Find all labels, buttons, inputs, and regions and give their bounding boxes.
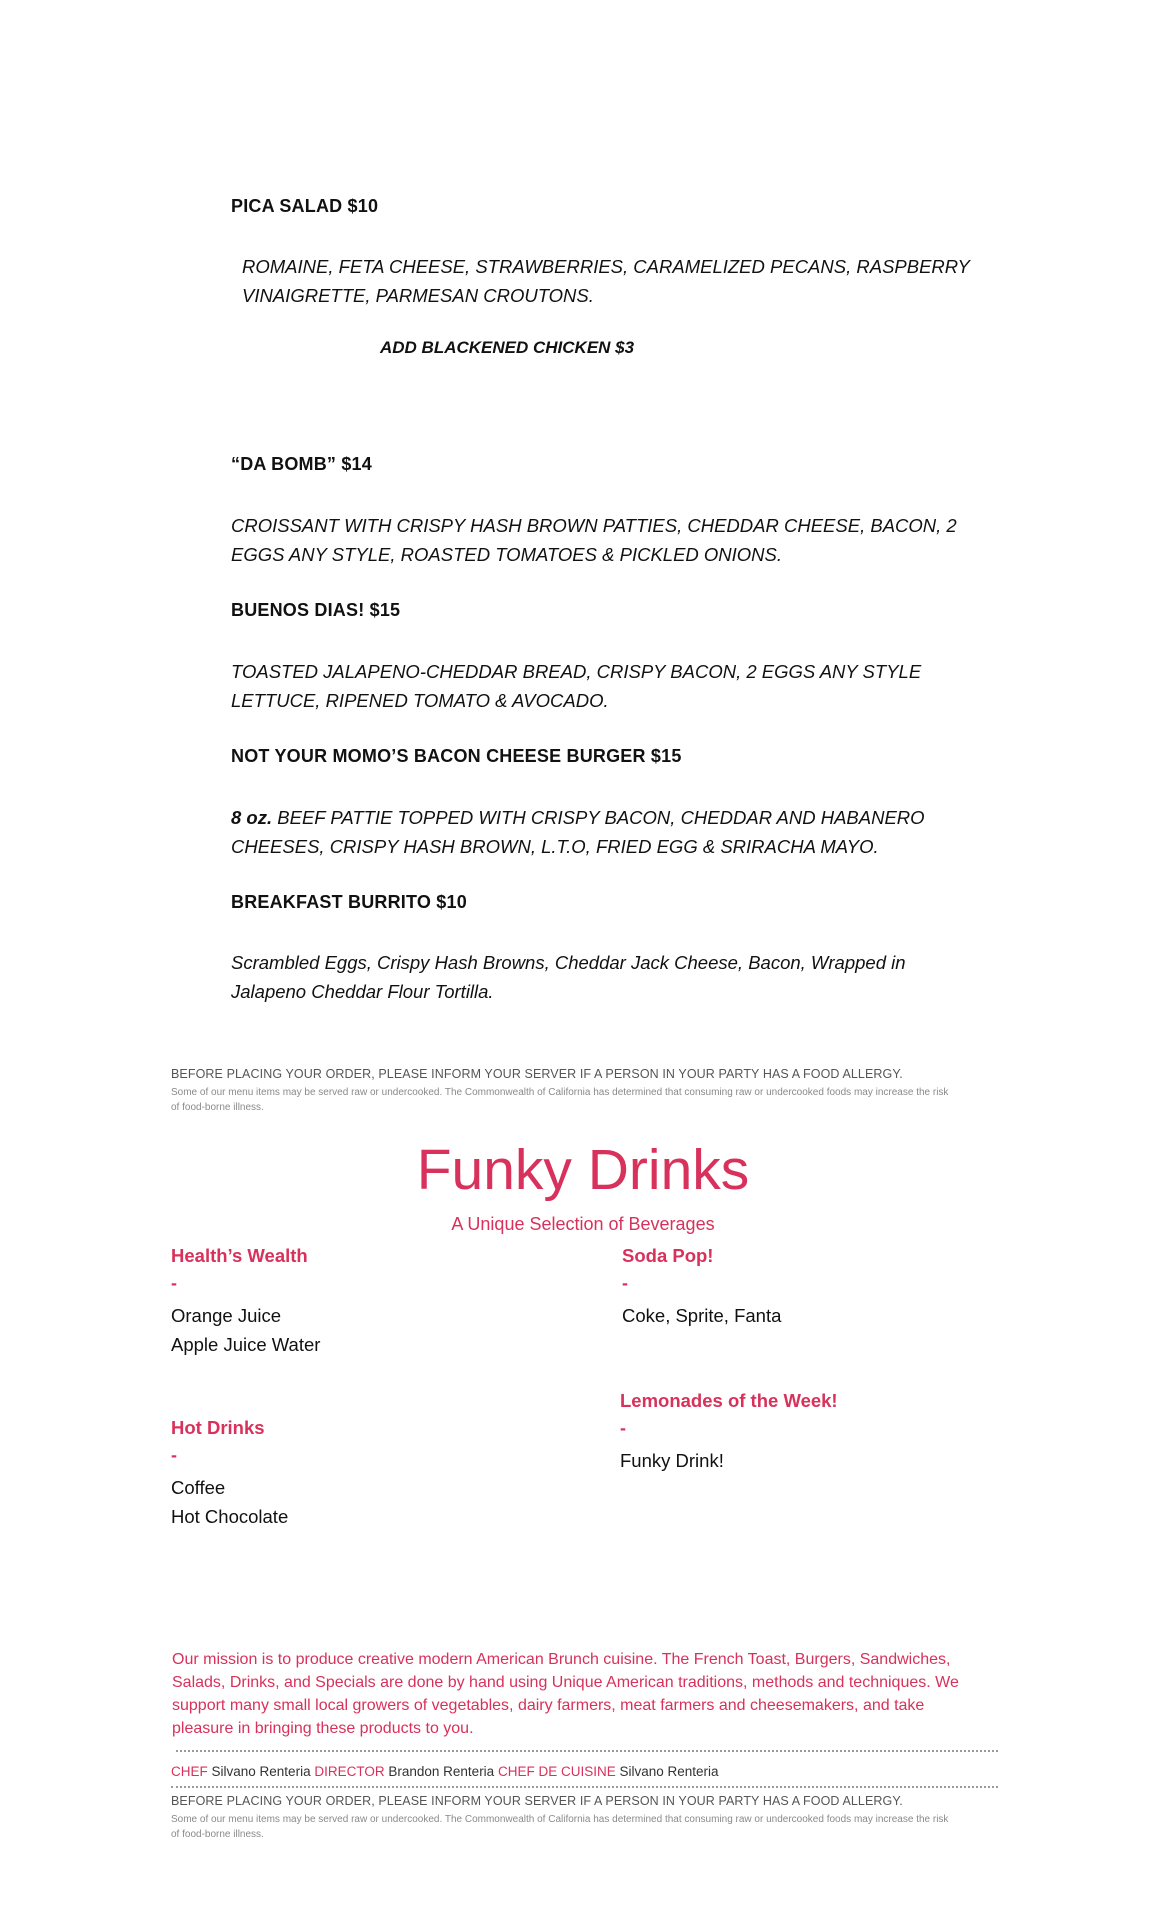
desc-line: LETTUCE, RIPENED TOMATO & AVOCADO. <box>231 690 609 711</box>
soda-pop-list <box>622 1301 781 1330</box>
item-title-breakfast-burrito: BREAKFAST BURRITO $10 <box>231 892 467 912</box>
section-divider: - <box>171 1445 177 1465</box>
drink-item: Hot Chocolate <box>171 1506 289 1527</box>
allergy-notice: BEFORE PLACING YOUR ORDER, PLEASE INFORM YOUR SERVER IF A PERSON IN YOUR PARTY HAS A FOOD ALLERGY. <box>171 1794 903 1808</box>
item-title-pica-salad: PICA SALAD $10 <box>231 196 379 216</box>
item-title-burger: NOT YOUR MOMO’S BACON CHEESE BURGER $15 <box>231 746 682 766</box>
staff-name-chef-de-cuisine: Silvano Renteria <box>619 1764 719 1779</box>
section-divider: - <box>620 1418 626 1438</box>
section-divider: - <box>171 1273 177 1293</box>
drink-item: Apple Juice Water <box>171 1334 321 1355</box>
desc-line: VINAIGRETTE, PARMESAN CROUTONS. <box>242 285 594 306</box>
staff-role-chef: CHEF <box>171 1764 208 1779</box>
staff-role-chef-de-cuisine: CHEF DE CUISINE <box>497 1764 616 1779</box>
item-desc-pica-salad <box>242 252 970 310</box>
mission-line: support many small local growers of vegetables, dairy farmers, meat farmers and cheesemakers, and take <box>172 1697 925 1714</box>
drinks-subtitle: A Unique Selection of Beverages <box>451 1214 715 1234</box>
staff-name-director: Brandon Renteria <box>388 1764 495 1779</box>
desc-prefix: 8 oz. <box>231 807 273 828</box>
dotted-divider <box>171 1786 998 1788</box>
item-desc-burger <box>231 803 925 861</box>
desc-line <box>231 803 925 832</box>
dotted-divider <box>176 1750 998 1752</box>
item-desc-buenos-dias <box>231 657 921 715</box>
disclaimer-line: Some of our menu items may be served raw or undercooked. The Commonwealth of California has determined that consuming raw or undercooked foods may increase the risk <box>171 1087 949 1098</box>
mission-statement <box>172 1648 1002 1740</box>
staff-credits <box>171 1764 719 1779</box>
staff-role-director: DIRECTOR <box>314 1764 385 1779</box>
desc-line: TOASTED JALAPENO-CHEDDAR BREAD, CRISPY BACON, 2 EGGS ANY STYLE <box>231 661 922 682</box>
desc-line: Scrambled Eggs, Crispy Hash Browns, Cheddar Jack Cheese, Bacon, Wrapped in <box>231 952 906 973</box>
drink-item: Coffee <box>171 1477 226 1498</box>
allergy-notice: BEFORE PLACING YOUR ORDER, PLEASE INFORM YOUR SERVER IF A PERSON IN YOUR PARTY HAS A FOOD ALLERGY. <box>171 1067 903 1081</box>
section-title-soda-pop: Soda Pop! <box>622 1245 714 1266</box>
raw-food-disclaimer <box>171 1812 991 1842</box>
hot-drinks-list <box>171 1473 288 1531</box>
disclaimer-line: Some of our menu items may be served raw or undercooked. The Commonwealth of California has determined that consuming raw or undercooked foods may increase the risk <box>171 1814 949 1825</box>
section-title-hot-drinks: Hot Drinks <box>171 1417 265 1438</box>
item-desc-da-bomb <box>231 511 957 569</box>
drink-item: Funky Drink! <box>620 1450 724 1471</box>
mission-line: Salads, Drinks, and Specials are done by hand using Unique American traditions, methods and techniques. We <box>172 1674 959 1691</box>
mission-line: pleasure in bringing these products to you. <box>172 1720 474 1737</box>
lemonades-list <box>620 1446 724 1475</box>
healths-wealth-list <box>171 1301 320 1359</box>
drink-item: Orange Juice <box>171 1305 282 1326</box>
disclaimer-line: of food-borne illness. <box>171 1102 264 1113</box>
disclaimer-line: of food-borne illness. <box>171 1829 264 1840</box>
desc-line: CHEESES, CRISPY HASH BROWN, L.T.O, FRIED EGG & SRIRACHA MAYO. <box>231 836 879 857</box>
section-title-lemonades: Lemonades of the Week! <box>620 1390 838 1411</box>
item-title-da-bomb: “DA BOMB” $14 <box>231 454 372 474</box>
mission-line: Our mission is to produce creative modern American Brunch cuisine. The French Toast, Burgers, Sandwiches, <box>172 1651 951 1668</box>
desc-line-text: BEEF PATTIE TOPPED WITH CRISPY BACON, CHEDDAR AND HABANERO <box>277 807 925 828</box>
section-title-healths-wealth: Health’s Wealth <box>171 1245 308 1266</box>
item-title-buenos-dias: BUENOS DIAS! $15 <box>231 600 401 620</box>
addon-blackened-chicken: ADD BLACKENED CHICKEN $3 <box>380 338 635 357</box>
desc-line: Jalapeno Cheddar Flour Tortilla. <box>231 981 494 1002</box>
drinks-title: Funky Drinks <box>416 1138 750 1202</box>
desc-line: EGGS ANY STYLE, ROASTED TOMATOES & PICKLED ONIONS. <box>231 544 783 565</box>
raw-food-disclaimer <box>171 1085 991 1115</box>
section-divider: - <box>622 1273 628 1293</box>
staff-name-chef: Silvano Renteria <box>211 1764 311 1779</box>
item-desc-breakfast-burrito <box>231 948 906 1006</box>
desc-line: CROISSANT WITH CRISPY HASH BROWN PATTIES, CHEDDAR CHEESE, BACON, 2 <box>231 515 957 536</box>
drink-item: Coke, Sprite, Fanta <box>622 1305 782 1326</box>
desc-line: ROMAINE, FETA CHEESE, STRAWBERRIES, CARAMELIZED PECANS, RASPBERRY <box>242 256 970 277</box>
